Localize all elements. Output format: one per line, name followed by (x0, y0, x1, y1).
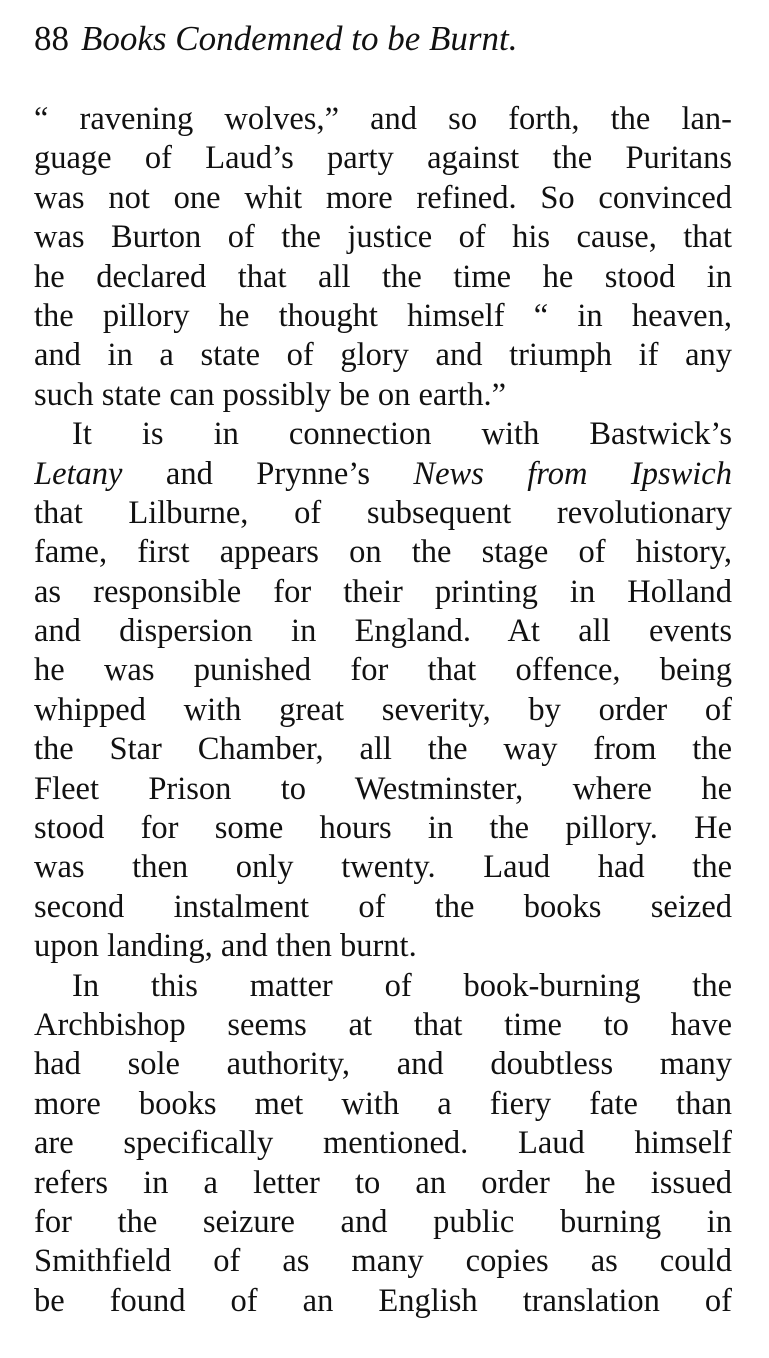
text-line: Archbishop seems at that time to have (34, 1006, 732, 1043)
text-line: whipped with great severity, by order of (34, 691, 732, 728)
text-line: and in a state of glory and triumph if any (34, 337, 732, 374)
running-title: Books Condemned to be Burnt. (81, 19, 518, 58)
text-line: upon landing, and then burnt. (34, 928, 417, 965)
text-fragment: and Prynne’s (165, 455, 370, 492)
text-line: fame, first appears on the stage of history, (34, 534, 732, 571)
page-number: 88 (34, 19, 69, 58)
text-line: “ ravening wolves,” and so forth, the lan- (34, 101, 732, 137)
text-line: stood for some hours in the pillory. He (34, 810, 732, 847)
text-line: the pillory he thought himself “ in heaven, (34, 297, 732, 334)
text-line: was not one whit more refined. So convinced (34, 179, 732, 216)
text-line-mixed (34, 455, 732, 494)
text-line: the Star Chamber, all the way from the (34, 731, 732, 768)
text-line: In this matter of book-burning the (72, 967, 732, 1004)
text-line: refers in a letter to an order he issued (34, 1164, 732, 1201)
text-line: second instalment of the books seized (34, 888, 732, 925)
text-line: guage of Laud’s party against the Puritans (34, 140, 732, 177)
text-line: and dispersion in England. At all events (34, 613, 732, 650)
text-line: was Burton of the justice of his cause, that (34, 219, 732, 256)
running-header (34, 16, 517, 62)
text-line: are specifically mentioned. Laud himself (34, 1125, 732, 1162)
body-text (34, 100, 732, 1321)
text-line: Smithfield of as many copies as could (34, 1243, 732, 1280)
text-line: for the seizure and public burning in (34, 1203, 732, 1240)
text-line: Fleet Prison to Westminster, where he (34, 770, 732, 807)
text-line: as responsible for their printing in Holland (34, 573, 732, 610)
text-line: that Lilburne, of subsequent revolutionary (34, 494, 732, 531)
text-line: was then only twenty. Laud had the (34, 849, 732, 886)
text-line: It is in connection with Bastwick’s (72, 416, 732, 453)
italic-title-letany: Letany (34, 455, 123, 492)
italic-title-news: News from Ipswich (413, 455, 732, 492)
text-line: such state can possibly be on earth.” (34, 376, 507, 413)
text-line: be found of an English translation of (34, 1282, 732, 1319)
text-line: had sole authority, and doubtless many (34, 1046, 732, 1083)
text-line: more books met with a fiery fate than (34, 1085, 732, 1122)
text-line: he was punished for that offence, being (34, 652, 732, 689)
text-line: he declared that all the time he stood in (34, 258, 732, 295)
